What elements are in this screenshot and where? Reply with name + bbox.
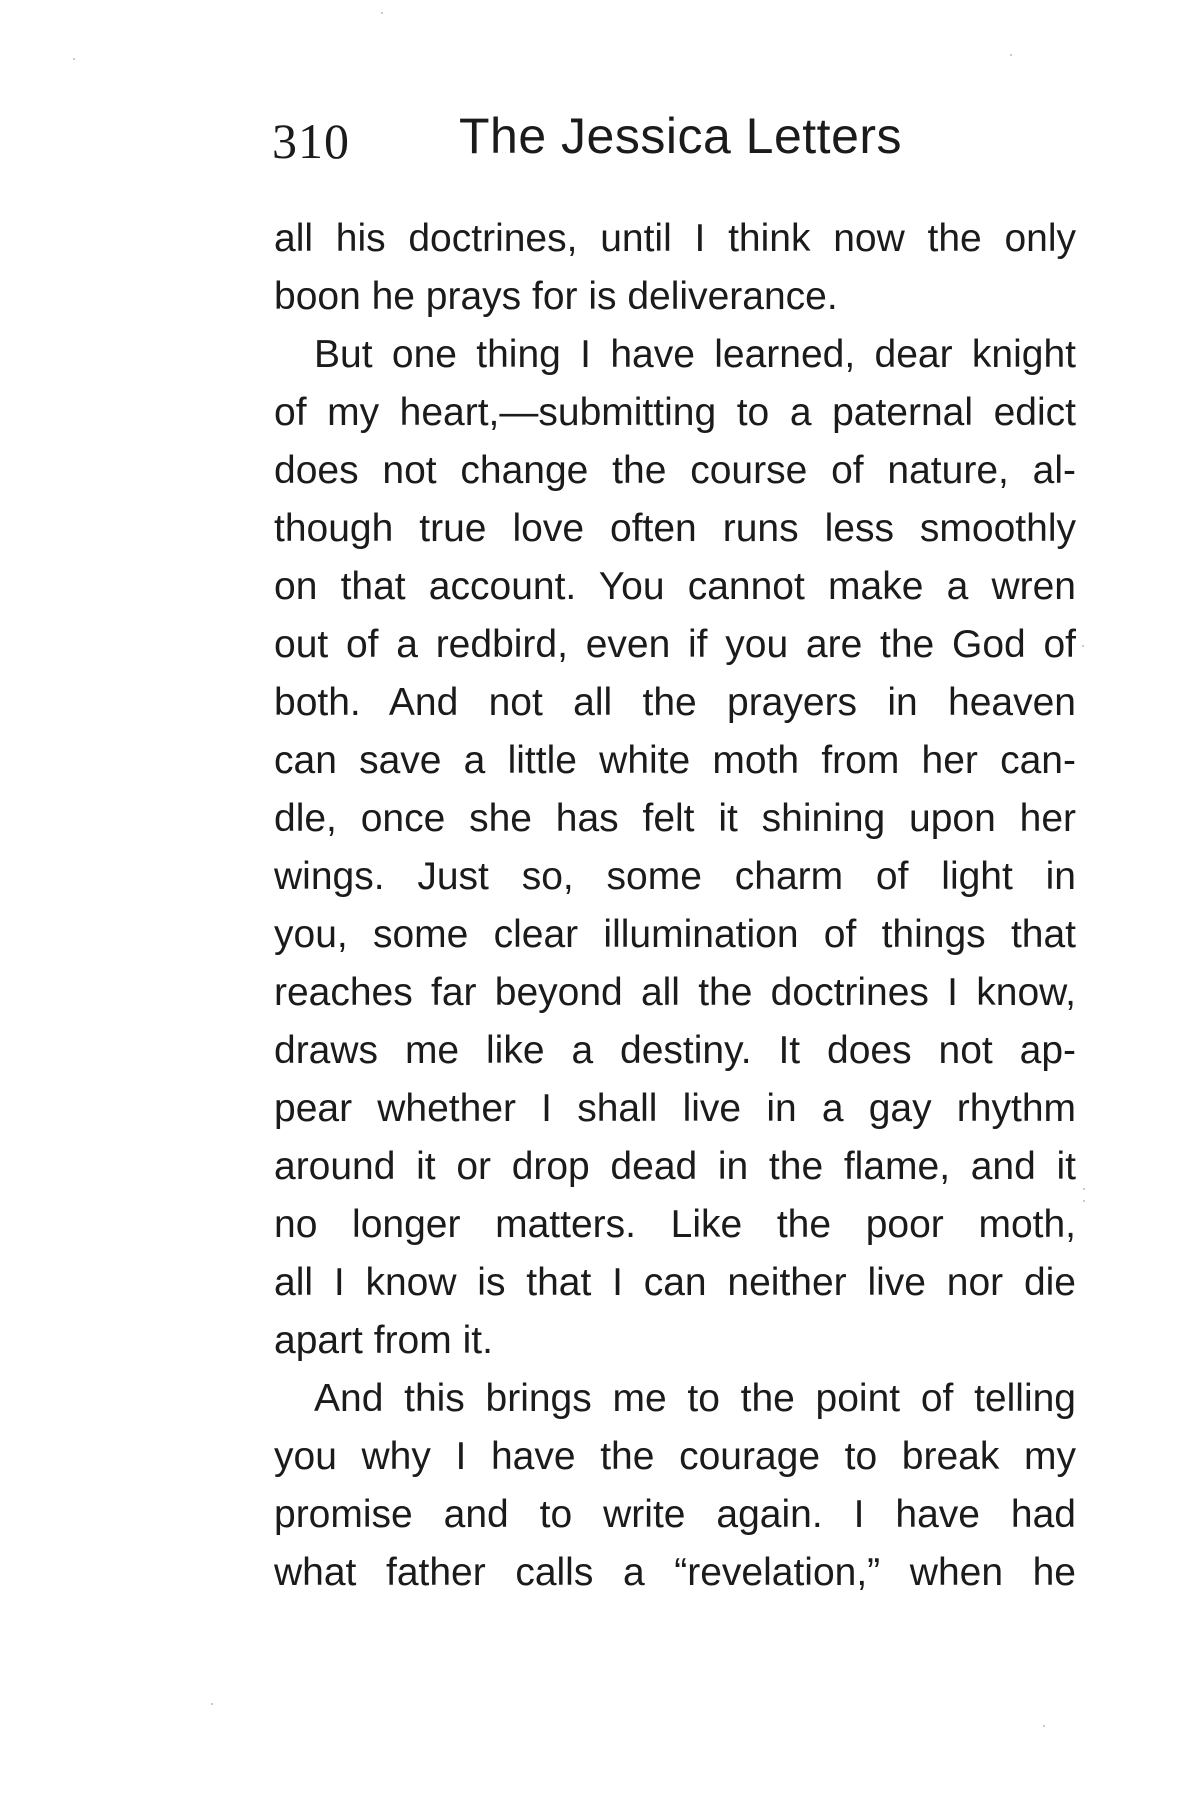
- body-text: [274, 210, 1076, 1602]
- text-line: on that account. You cannot make a wren: [274, 565, 1076, 608]
- book-title: The Jessica Letters: [459, 108, 903, 164]
- scan-speck: [1043, 1725, 1045, 1727]
- scan-speck: [1082, 645, 1084, 647]
- text-line: promise and to write again. I have had: [274, 1493, 1076, 1536]
- scan-speck: [1083, 1188, 1085, 1190]
- scan-speck: [73, 58, 75, 60]
- text-line: all his doctrines, until I think now the only: [274, 217, 1076, 260]
- text-line: reaches far beyond all the doctrines I know,: [274, 971, 1076, 1014]
- scan-speck: [211, 1703, 213, 1705]
- text-line: all I know is that I can neither live nor die: [274, 1261, 1076, 1304]
- text-line: pear whether I shall live in a gay rhythm: [274, 1087, 1076, 1130]
- text-line: dle, once she has felt it shining upon her: [274, 797, 1076, 840]
- text-line: boon he prays for is deliverance.: [274, 275, 838, 318]
- text-line: wings. Just so, some charm of light in: [274, 855, 1076, 898]
- text-line: does not change the course of nature, al-: [274, 449, 1076, 492]
- scan-speck: [1010, 54, 1012, 56]
- text-line: But one thing I have learned, dear knight: [314, 333, 1076, 376]
- text-line: no longer matters. Like the poor moth,: [274, 1203, 1076, 1246]
- text-line: what father calls a “revelation,” when he: [274, 1551, 1076, 1594]
- running-head: [272, 104, 903, 174]
- text-line: of my heart,—submitting to a paternal edict: [274, 391, 1076, 434]
- text-line: you why I have the courage to break my: [274, 1435, 1076, 1478]
- text-line: apart from it.: [274, 1319, 493, 1362]
- text-line: you, some clear illumination of things that: [274, 913, 1076, 956]
- text-line: around it or drop dead in the flame, and it: [274, 1145, 1076, 1188]
- page-number: 310: [272, 113, 350, 169]
- scan-speck: [1083, 1200, 1085, 1202]
- text-line: out of a redbird, even if you are the God of: [274, 623, 1076, 666]
- text-line: both. And not all the prayers in heaven: [274, 681, 1076, 724]
- text-line: draws me like a destiny. It does not ap-: [274, 1029, 1076, 1072]
- scan-speck: [381, 12, 383, 14]
- text-line: though true love often runs less smoothly: [274, 507, 1076, 550]
- text-line: And this brings me to the point of telling: [314, 1377, 1076, 1420]
- text-line: can save a little white moth from her can-: [274, 739, 1076, 782]
